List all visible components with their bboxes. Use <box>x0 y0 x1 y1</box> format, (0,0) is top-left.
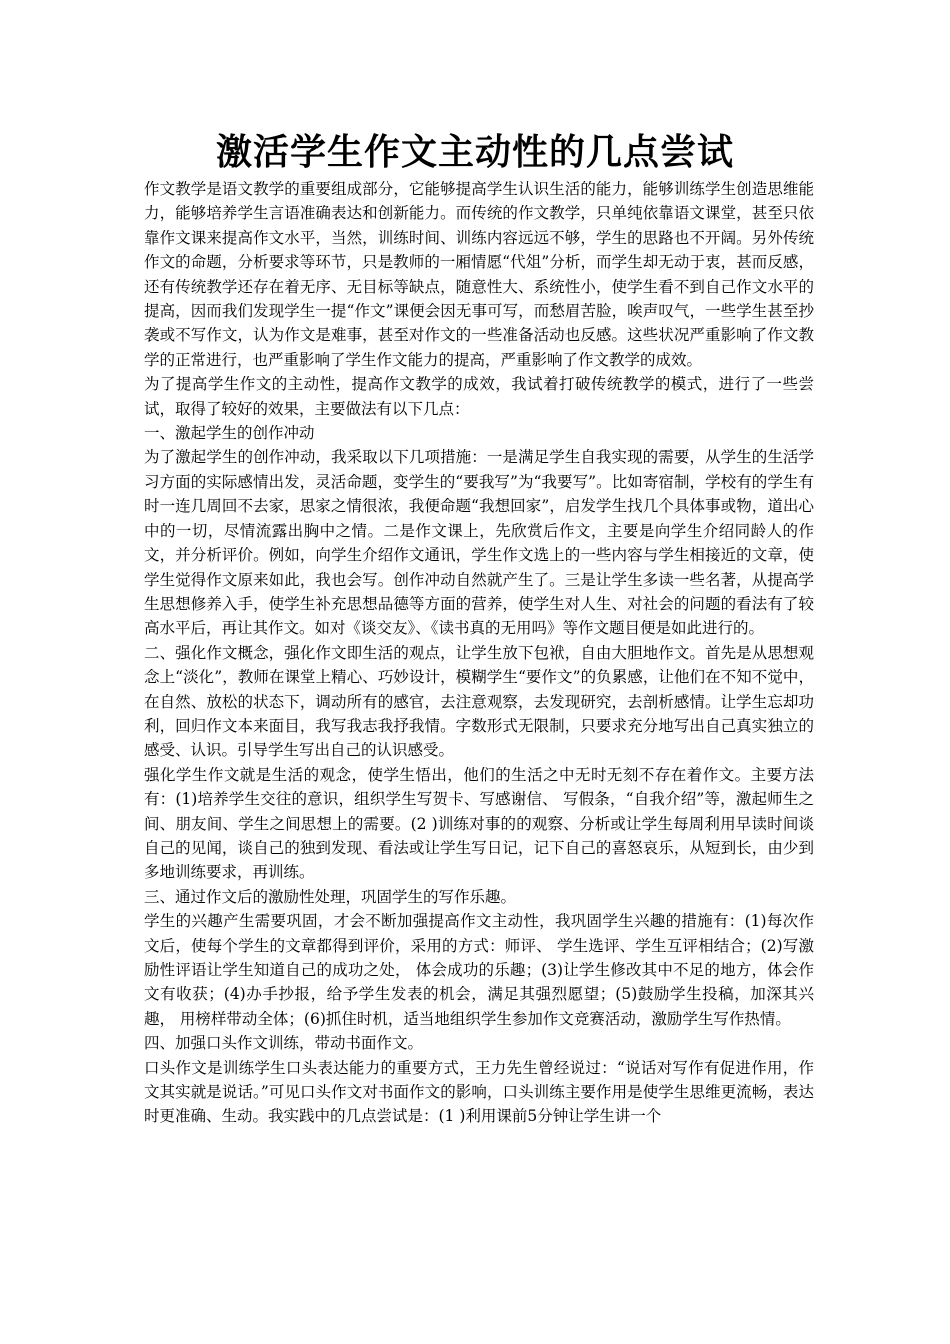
paragraph-purpose: 为了提高学生作文的主动性，提高作文教学的成效，我试着打破传统教学的模式，进行了一些尝试，取得了较好的效果，主要做法有以下几点： <box>144 375 814 418</box>
section-heading-4: 四、加强口头作文训练，带动书面作文。 <box>144 1034 424 1053</box>
paragraph-section-2: 二、强化作文概念，强化作文即生活的观点，让学生放下包袱，自由大胆地作文。首先是从思想观念上“淡化”，教师在课堂上精心、巧妙设计，模糊学生“要作文”的负累感，让他们在不知不觉中，在自然、放松的状态下，调动所有的感官，去注意观察，去发现研究，去剖析感情。让学生忘却功利，回归作文本来面目，我写我志我抒我情。字数形式无限制，只要求充分地写出自己真实独立的感受、认识。引导学生写出自己的认识感受。 <box>144 643 814 760</box>
document-body <box>144 177 814 1129</box>
paragraph-section-3: 学生的兴趣产生需要巩固，才会不断加强提高作文主动性，我巩固学生兴趣的措施有：(1)每次作文后，使每个学生的文章都得到评价，采用的方式：师评、 学生选评、学生互评相结合；(2)写激励性评语让学生知道自己的成功之处， 体会成功的乐趣；(3)让学生修改其中不足的地方，体会作文有收获；(4)办手抄报，给予学生发表的机会，满足其强烈愿望；(5)鼓励学生投稿，加深其兴趣， 用榜样带动全体；(6)抓住时机，适当地组织学生参加作文竞赛活动，激励学生写作热情。 <box>144 912 814 1028</box>
section-heading-3: 三、通过作文后的激励性处理，巩固学生的写作乐趣。 <box>144 887 517 906</box>
document-title: 激活学生作文主动性的几点尝试 <box>215 131 734 173</box>
paragraph-section-4: 口头作文是训练学生口头表达能力的重要方式，王力先生曾经说过：“说话对写作有促进作用，作文其实就是说话。”可见口头作文对书面作文的影响，口头训练主要作用是使学生思维更流畅，表达时更准确、生动。我实践中的几点尝试是：(1 )利用课前5分钟让学生讲一个 <box>144 1058 814 1126</box>
paragraph-section-1: 为了激起学生的创作冲动，我采取以下几项措施：一是满足学生自我实现的需要，从学生的生活学习方面的实际感情出发，灵活命题，变学生的“要我写”为“我要写”。比如寄宿制，学校有的学生有时一连几周回不去家，思家之情很浓，我便命题“我想回家”，启发学生找几个具体事或物，道出心中的一切，尽情流露出胸中之情。二是作文课上，先欣赏后作文，主要是向学生介绍同龄人的作文，并分析评价。例如，向学生介绍作文通讯，学生作文选上的一些内容与学生相接近的文章，使学生觉得作文原来如此，我也会写。创作冲动自然就产生了。三是让学生多读一些名著，从提高学生思想修养入手，使学生补充思想品德等方面的营养，使学生对人生、对社会的问题的看法有了较高水平后，再让其作文。如对《谈交友》、《读书真的无用吗》等作文题目便是如此进行的。 <box>144 448 814 638</box>
section-heading-1: 一、激起学生的创作冲动 <box>144 424 315 443</box>
paragraph-section-2-methods: 强化学生作文就是生活的观念，使学生悟出，他们的生活之中无时无刻不存在着作文。主要方法有：(1)培养学生交往的意识，组织学生写贺卡、写感谢信、 写假条，“自我介绍”等，激起师生之间、朋友间、学生之间思想上的需要。(2 )训练对事的的观察、分析或让学生每周利用早读时间谈自己的见闻，谈自己的独到发现、看法或让学生写日记，记下自己的喜怒哀乐，从短到长，由少到多地训练要求，再训练。 <box>144 765 814 882</box>
paragraph-intro: 作文教学是语文教学的重要组成部分，它能够提高学生认识生活的能力，能够训练学生创造思维能力，能够培养学生言语准确表达和创新能力。而传统的作文教学，只单纯依靠语文课堂，甚至只依靠作文课来提高作文水平，当然，训练时间、训练内容远远不够，学生的思路也不开阔。另外传统作文的命题，分析要求等环节，只是教师的一厢情愿“代俎”分析，而学生却无动于衷，甚而反感，还有传统教学还存在着无序、无目标等缺点，随意性大、系统性小，使学生看不到自己作文水平的提高，因而我们发现学生一提“作文”课便会因无事可写，而愁眉苦脸，唉声叹气，一些学生甚至抄袭或不写作文，认为作文是难事，甚至对作文的一些准备活动也反感。这些状况严重影响了作文教学的正常进行，也严重影响了学生作文能力的提高，严重影响了作文教学的成效。 <box>144 180 814 369</box>
